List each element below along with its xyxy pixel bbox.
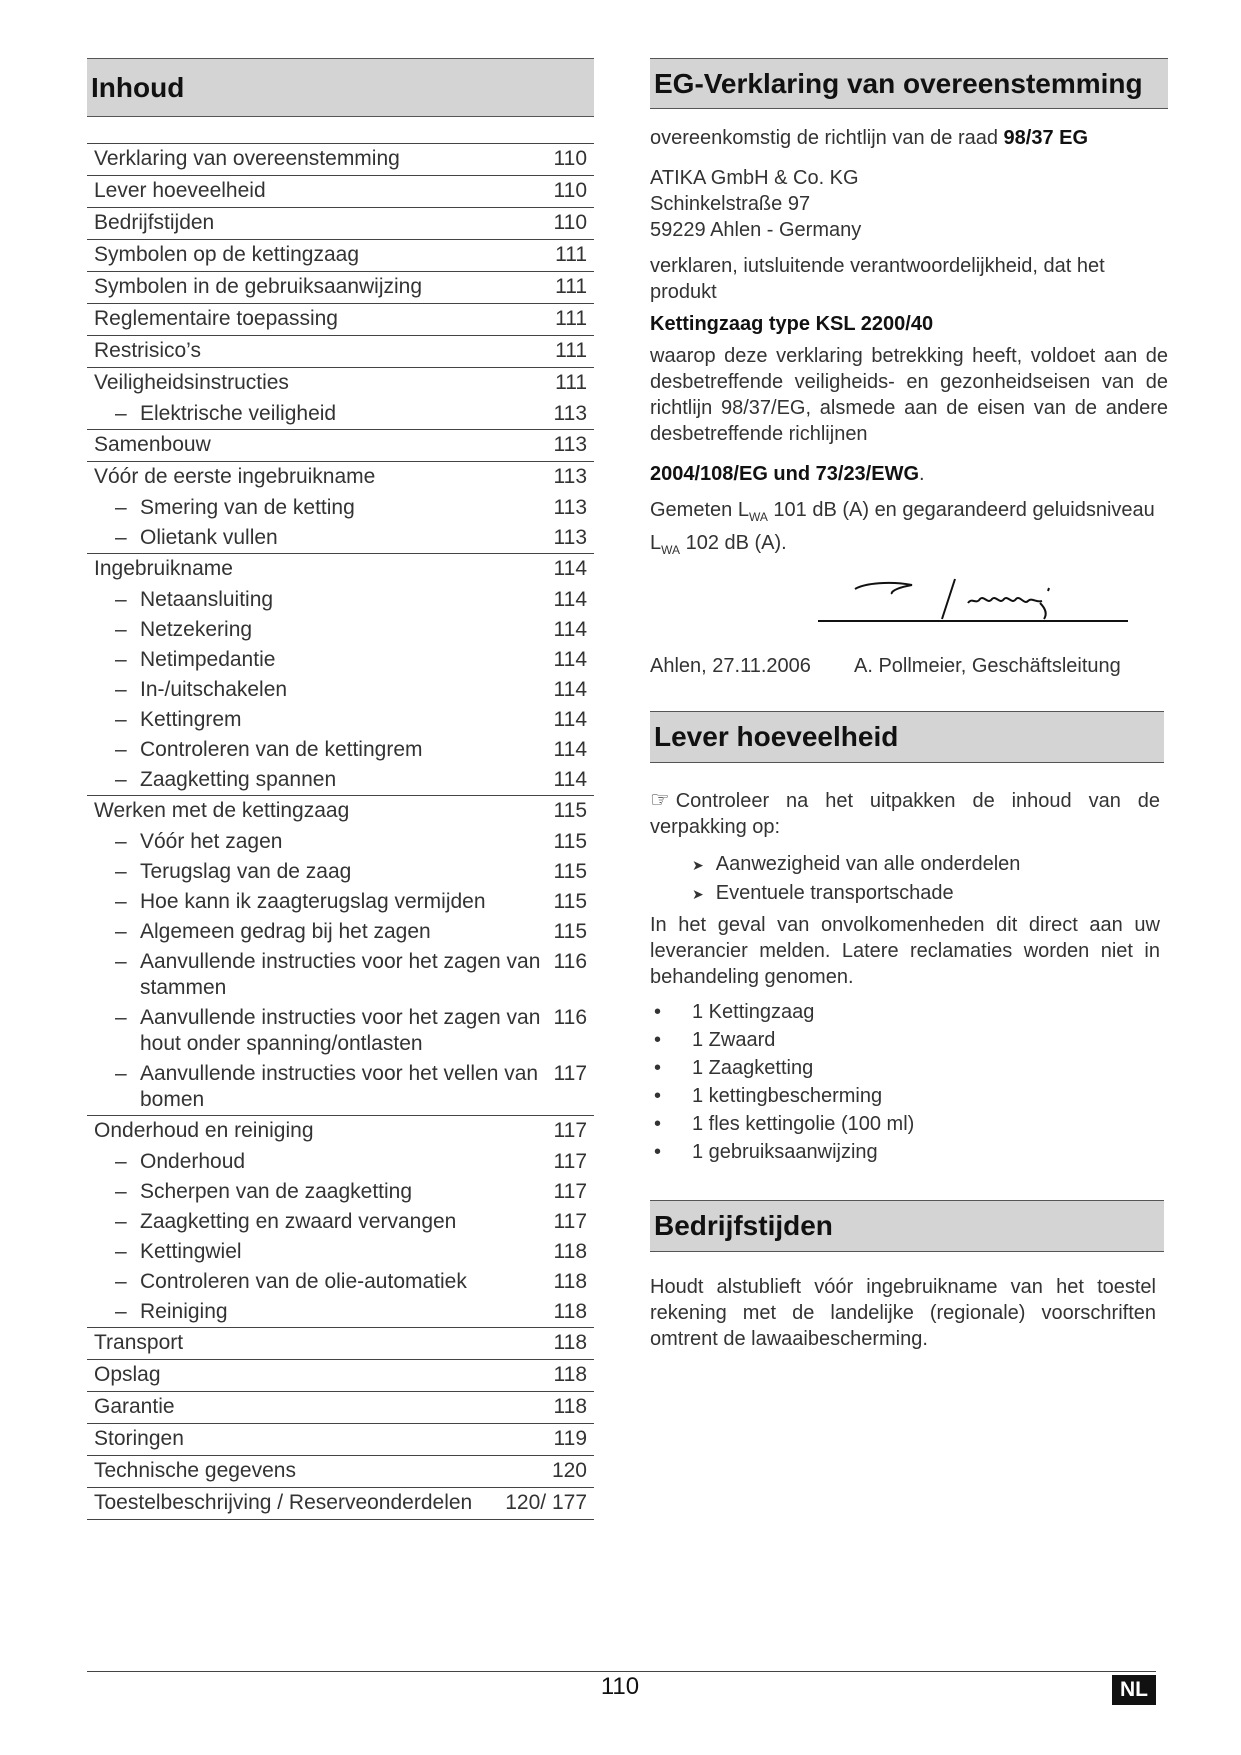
toc-subtitle: Kettingwiel bbox=[140, 1240, 242, 1263]
toc-subentry bbox=[87, 645, 594, 675]
signature-image bbox=[650, 567, 1168, 643]
guaranteed-value: 102 dB (A). bbox=[680, 532, 787, 554]
toc-subtitle: Aanvullende instructies voor het zagen van stammen bbox=[140, 950, 541, 999]
toc-subpage: 116 bbox=[553, 950, 587, 973]
dash-bullet-icon: – bbox=[115, 1180, 127, 1203]
toc-subpage: 113 bbox=[553, 526, 587, 549]
toc-page: 110 bbox=[553, 147, 587, 170]
toc-subtitle: Controleren van de kettingrem bbox=[140, 738, 423, 761]
toc-subentry bbox=[87, 615, 594, 645]
toc-subentry bbox=[87, 399, 594, 429]
dash-bullet-icon: – bbox=[115, 1150, 127, 1173]
delivery-item-text: 1 gebruiksaanwijzing bbox=[692, 1141, 878, 1163]
toc-page: 120/ 177 bbox=[505, 1491, 587, 1514]
toc-subentry bbox=[87, 1177, 594, 1207]
check-item bbox=[692, 879, 1168, 908]
toc-title: Opslag bbox=[94, 1363, 161, 1386]
toc-list bbox=[87, 143, 594, 1520]
dash-bullet-icon: – bbox=[115, 526, 127, 549]
toc-title: Technische gegevens bbox=[94, 1459, 296, 1482]
check-item-text: Eventuele transportschade bbox=[715, 882, 954, 904]
toc-subtitle: Netaansluiting bbox=[140, 588, 274, 611]
toc-subpage: 114 bbox=[553, 678, 587, 701]
toc-subpage: 115 bbox=[553, 830, 587, 853]
toc-title: Bedrijfstijden bbox=[94, 211, 215, 234]
directives-line bbox=[650, 461, 1168, 487]
toc-subtitle: Olietank vullen bbox=[140, 526, 278, 549]
toc-page: 111 bbox=[555, 339, 587, 362]
declaration-statement: verklaren, iutsluitende verantwoordelijkheid, dat het produkt bbox=[650, 255, 1105, 303]
toc-subtitle: Scherpen van de zaagketting bbox=[140, 1180, 413, 1203]
toc-entry bbox=[87, 368, 594, 430]
toc-page: 110 bbox=[553, 211, 587, 234]
toc-subentry bbox=[87, 827, 594, 857]
toc-entry bbox=[87, 1392, 594, 1424]
toc-title: Vóór de eerste ingebruikname bbox=[94, 465, 376, 488]
declaration-directive: 98/37 EG bbox=[1003, 127, 1089, 149]
toc-entry bbox=[87, 336, 594, 368]
toc-page: 118 bbox=[553, 1395, 587, 1418]
toc-row bbox=[87, 336, 594, 367]
toc-subentry bbox=[87, 523, 594, 553]
dash-bullet-icon: – bbox=[115, 950, 127, 973]
toc-row bbox=[87, 1116, 594, 1147]
toc-subentry bbox=[87, 917, 594, 947]
delivery-item-text: 1 Zaagketting bbox=[692, 1057, 814, 1079]
toc-entry bbox=[87, 1488, 594, 1520]
dash-bullet-icon: – bbox=[115, 402, 127, 425]
toc-subentry bbox=[87, 1207, 594, 1237]
toc-page: 120 bbox=[551, 1459, 587, 1482]
bullet-icon: • bbox=[654, 1141, 662, 1163]
toc-row bbox=[87, 1488, 594, 1519]
toc-subentry bbox=[87, 1237, 594, 1267]
toc-title: Ingebruikname bbox=[94, 557, 233, 580]
toc-subtitle: Onderhoud bbox=[140, 1150, 246, 1173]
toc-subentry bbox=[87, 585, 594, 615]
toc-title: Samenbouw bbox=[94, 433, 211, 456]
toc-subpage: 118 bbox=[553, 1270, 587, 1293]
arrow-bullet-icon: ➤ bbox=[692, 886, 704, 902]
toc-page: 111 bbox=[555, 371, 587, 394]
right-column bbox=[650, 58, 1168, 1352]
check-list bbox=[650, 850, 1168, 908]
dash-bullet-icon: – bbox=[115, 890, 127, 913]
arrow-bullet-icon: ➤ bbox=[692, 857, 704, 873]
toc-entry bbox=[87, 1456, 594, 1488]
toc-page: 111 bbox=[555, 307, 587, 330]
declaration-body: waarop deze verklaring betrekking heeft, voldoet aan de desbetreffende veiligheids- en gezonheidseisen van de richtlijn 98/37/EG, alsmede aan de eisen van de andere desbetreffende richlijnen bbox=[650, 345, 1168, 445]
toc-row bbox=[87, 1392, 594, 1423]
toc-title: Reglementaire toepassing bbox=[94, 307, 338, 330]
delivery-heading: Lever hoeveelheid bbox=[650, 711, 1164, 763]
toc-row bbox=[87, 462, 594, 493]
toc-subtitle: Hoe kann ik zaagterugslag vermijden bbox=[140, 890, 486, 913]
toc-entry bbox=[87, 304, 594, 336]
toc-subtitle: Aanvullende instructies voor het vellen van bomen bbox=[140, 1062, 539, 1111]
dash-bullet-icon: – bbox=[115, 738, 127, 761]
toc-entry bbox=[87, 144, 594, 176]
dash-bullet-icon: – bbox=[115, 618, 127, 641]
toc-row bbox=[87, 554, 594, 585]
toc-subpage: 117 bbox=[553, 1180, 587, 1203]
toc-subentry bbox=[87, 1297, 594, 1327]
measured-value: 101 dB (A) en gegarandeerd geluidsniveau bbox=[767, 499, 1155, 521]
toc-subentry bbox=[87, 1267, 594, 1297]
toc-title: Verklaring van overeenstemming bbox=[94, 147, 400, 170]
delivery-item bbox=[650, 1026, 1168, 1054]
toc-subtitle: Aanvullende instructies voor het zagen van hout onder spanning/ontlasten bbox=[140, 1006, 541, 1055]
toc-subentry bbox=[87, 887, 594, 917]
declaration-intro-text: overeenkomstig de richtlijn van de raad bbox=[650, 127, 1004, 149]
toc-row bbox=[87, 208, 594, 239]
toc-subtitle: Zaagketting en zwaard vervangen bbox=[140, 1210, 457, 1233]
toc-entry bbox=[87, 240, 594, 272]
toc-subpage: 118 bbox=[553, 1300, 587, 1323]
toc-subpage: 116 bbox=[553, 1006, 587, 1029]
toc-title: Transport bbox=[94, 1331, 184, 1354]
dash-bullet-icon: – bbox=[115, 1006, 127, 1029]
dash-bullet-icon: – bbox=[115, 678, 127, 701]
hours-text: Houdt alstublieft vóór ingebruikname van het toestel rekening met de landelijke (regionale) voorschriften omtrent de lawaaibescherming. bbox=[650, 1276, 1156, 1350]
toc-row bbox=[87, 1328, 594, 1359]
toc-title: Symbolen op de kettingzaag bbox=[94, 243, 360, 266]
delivery-instruction-text: Controleer na het uitpakken de inhoud van de verpakking op: bbox=[650, 790, 1160, 838]
toc-entry bbox=[87, 430, 594, 462]
toc-title: Garantie bbox=[94, 1395, 175, 1418]
toc-entry bbox=[87, 272, 594, 304]
directives-suffix: . bbox=[919, 463, 925, 485]
signatory: A. Pollmeier, Geschäftsleitung bbox=[854, 655, 1121, 677]
toc-entry bbox=[87, 1424, 594, 1456]
toc-row bbox=[87, 304, 594, 335]
item-list bbox=[650, 998, 1168, 1166]
product-name: Kettingzaag type KSL 2200/40 bbox=[650, 313, 934, 335]
toc-page: 114 bbox=[553, 557, 587, 580]
toc-heading: Inhoud bbox=[87, 58, 594, 117]
toc-subentry bbox=[87, 735, 594, 765]
company-street: Schinkelstraße 97 bbox=[650, 193, 811, 215]
toc-subentry bbox=[87, 675, 594, 705]
toc-subentry bbox=[87, 857, 594, 887]
toc-subentry bbox=[87, 1003, 594, 1059]
measured-prefix: Gemeten L bbox=[650, 499, 749, 521]
toc-subpage: 114 bbox=[553, 768, 587, 791]
guaranteed-sub: WA bbox=[661, 543, 681, 557]
toc-subtitle: Kettingrem bbox=[140, 708, 242, 731]
toc-row bbox=[87, 1360, 594, 1391]
dash-bullet-icon: – bbox=[115, 588, 127, 611]
toc-subtitle: Elektrische veiligheid bbox=[140, 402, 337, 425]
delivery-note: In het geval van onvolkomenheden dit direct aan uw leverancier melden. Latere reclamaties worden niet in behandeling genomen. bbox=[650, 914, 1160, 988]
toc-subpage: 117 bbox=[553, 1150, 587, 1173]
toc-entry bbox=[87, 554, 594, 796]
toc-row bbox=[87, 368, 594, 399]
place-date: Ahlen, 27.11.2006 bbox=[650, 655, 811, 677]
toc-row bbox=[87, 1424, 594, 1455]
measured-sub: WA bbox=[748, 510, 768, 524]
toc-row bbox=[87, 1456, 594, 1487]
toc-row bbox=[87, 796, 594, 827]
company-name: ATIKA GmbH & Co. KG bbox=[650, 167, 859, 189]
toc-row bbox=[87, 144, 594, 175]
toc-page: 119 bbox=[553, 1427, 587, 1450]
signature-area bbox=[650, 567, 1168, 643]
toc-subtitle: Netzekering bbox=[140, 618, 253, 641]
toc-subpage: 115 bbox=[553, 860, 587, 883]
toc-entry bbox=[87, 1328, 594, 1360]
toc-subentry bbox=[87, 493, 594, 523]
toc-entry bbox=[87, 176, 594, 208]
directives: 2004/108/EG und 73/23/EWG bbox=[650, 463, 920, 485]
toc-subtitle: Smering van de ketting bbox=[140, 496, 355, 519]
toc-page: 118 bbox=[553, 1331, 587, 1354]
toc-subpage: 114 bbox=[553, 648, 587, 671]
toc-subentry bbox=[87, 947, 594, 1003]
toc-subentry bbox=[87, 705, 594, 735]
hand-pointer-icon: ☞ bbox=[650, 787, 670, 812]
toc-subtitle: Zaagketting spannen bbox=[140, 768, 337, 791]
toc-page: 118 bbox=[553, 1363, 587, 1386]
toc-row bbox=[87, 240, 594, 271]
dash-bullet-icon: – bbox=[115, 860, 127, 883]
dash-bullet-icon: – bbox=[115, 708, 127, 731]
check-item bbox=[692, 850, 1168, 879]
toc-subpage: 117 bbox=[553, 1210, 587, 1233]
toc-subpage: 113 bbox=[553, 402, 587, 425]
delivery-item bbox=[650, 998, 1168, 1026]
check-item-text: Aanwezigheid van alle onderdelen bbox=[715, 853, 1021, 875]
toc-row bbox=[87, 272, 594, 303]
toc-entry bbox=[87, 462, 594, 554]
toc-subpage: 114 bbox=[553, 738, 587, 761]
toc-subtitle: Algemeen gedrag bij het zagen bbox=[140, 920, 431, 943]
toc-page: 113 bbox=[553, 433, 587, 456]
toc-title: Werken met de kettingzaag bbox=[94, 799, 350, 822]
delivery-item-text: 1 Kettingzaag bbox=[692, 1001, 815, 1023]
toc-row bbox=[87, 430, 594, 461]
delivery-instruction bbox=[650, 787, 1160, 840]
toc-entry bbox=[87, 208, 594, 240]
toc-subpage: 113 bbox=[553, 496, 587, 519]
toc-subpage: 115 bbox=[553, 890, 587, 913]
toc-title: Restrisico’s bbox=[94, 339, 201, 362]
toc-entry bbox=[87, 1360, 594, 1392]
declaration-heading: EG-Verklaring van overeenstemming bbox=[650, 58, 1168, 109]
dash-bullet-icon: – bbox=[115, 1240, 127, 1263]
toc-page: 111 bbox=[555, 243, 587, 266]
bullet-icon: • bbox=[654, 1057, 662, 1079]
toc-column bbox=[87, 58, 594, 1520]
toc-title: Storingen bbox=[94, 1427, 184, 1450]
delivery-item bbox=[650, 1082, 1168, 1110]
toc-subpage: 114 bbox=[553, 618, 587, 641]
dash-bullet-icon: – bbox=[115, 1062, 127, 1085]
delivery-item bbox=[650, 1138, 1168, 1166]
toc-subtitle: Terugslag van de zaag bbox=[140, 860, 352, 883]
toc-row bbox=[87, 176, 594, 207]
guaranteed-prefix: L bbox=[650, 532, 662, 554]
company-address bbox=[650, 165, 1168, 243]
dash-bullet-icon: – bbox=[115, 920, 127, 943]
footer-divider bbox=[87, 1671, 1156, 1672]
toc-subpage: 118 bbox=[553, 1240, 587, 1263]
toc-subtitle: Reiniging bbox=[140, 1300, 228, 1323]
bullet-icon: • bbox=[654, 1029, 662, 1051]
toc-title: Veiligheidsinstructies bbox=[94, 371, 289, 394]
dash-bullet-icon: – bbox=[115, 648, 127, 671]
toc-subentry bbox=[87, 1147, 594, 1177]
toc-subentry bbox=[87, 765, 594, 795]
toc-subtitle: Vóór het zagen bbox=[140, 830, 283, 853]
language-badge: NL bbox=[1112, 1675, 1156, 1705]
dash-bullet-icon: – bbox=[115, 768, 127, 791]
delivery-item bbox=[650, 1054, 1168, 1082]
delivery-item-text: 1 kettingbescherming bbox=[692, 1085, 883, 1107]
toc-subtitle: Controleren van de olie-automatiek bbox=[140, 1270, 467, 1293]
dash-bullet-icon: – bbox=[115, 830, 127, 853]
toc-subpage: 114 bbox=[553, 588, 587, 611]
toc-title: Onderhoud en reiniging bbox=[94, 1119, 314, 1142]
toc-subpage: 115 bbox=[553, 920, 587, 943]
delivery-item bbox=[650, 1110, 1168, 1138]
toc-subpage: 117 bbox=[553, 1062, 587, 1085]
toc-page: 111 bbox=[555, 275, 587, 298]
toc-page: 117 bbox=[553, 1119, 587, 1142]
toc-entry bbox=[87, 1116, 594, 1328]
bullet-icon: • bbox=[654, 1001, 662, 1023]
bullet-icon: • bbox=[654, 1085, 662, 1107]
signature-line bbox=[650, 653, 1168, 679]
toc-subentry bbox=[87, 1059, 594, 1115]
dash-bullet-icon: – bbox=[115, 1270, 127, 1293]
toc-page: 110 bbox=[553, 179, 587, 202]
dash-bullet-icon: – bbox=[115, 496, 127, 519]
toc-title: Toestelbeschrijving / Reserveonderdelen bbox=[94, 1491, 473, 1514]
toc-subtitle: In-/uitschakelen bbox=[140, 678, 288, 701]
company-city: 59229 Ahlen - Germany bbox=[650, 219, 862, 241]
guaranteed-noise bbox=[650, 530, 1168, 563]
delivery-item-text: 1 fles kettingolie (100 ml) bbox=[692, 1113, 915, 1135]
toc-title: Lever hoeveelheid bbox=[94, 179, 266, 202]
toc-page: 115 bbox=[553, 799, 587, 822]
delivery-item-text: 1 Zwaard bbox=[692, 1029, 776, 1051]
dash-bullet-icon: – bbox=[115, 1300, 127, 1323]
hours-heading: Bedrijfstijden bbox=[650, 1200, 1164, 1252]
dash-bullet-icon: – bbox=[115, 1210, 127, 1233]
measured-noise bbox=[650, 497, 1168, 530]
toc-subpage: 114 bbox=[553, 708, 587, 731]
toc-subtitle: Netimpedantie bbox=[140, 648, 276, 671]
bullet-icon: • bbox=[654, 1113, 662, 1135]
declaration-intro bbox=[650, 125, 1168, 151]
toc-title: Symbolen in de gebruiksaanwijzing bbox=[94, 275, 423, 298]
toc-entry bbox=[87, 796, 594, 1116]
toc-page: 113 bbox=[553, 465, 587, 488]
page-number: 110 bbox=[600, 1673, 640, 1700]
